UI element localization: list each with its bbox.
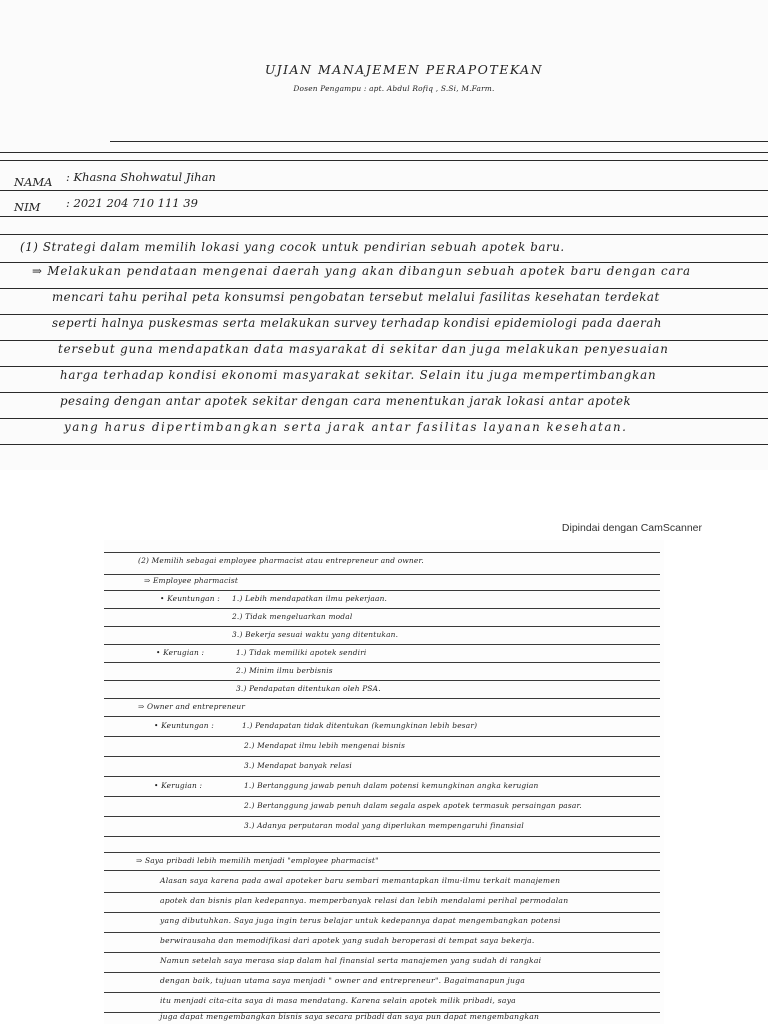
ruled-line bbox=[104, 756, 660, 757]
choice-body-line: dengan baik, tujuan utama saya menjadi " owner and entrepreneur". Bagaimanapun juga bbox=[160, 976, 526, 985]
employee-heading: ⇒ Employee pharmacist bbox=[144, 576, 239, 585]
nim-label: NIM bbox=[14, 200, 41, 214]
ruled-line bbox=[104, 992, 660, 993]
choice-body-line: Alasan saya karena pada awal apoteker baru sembari memantapkan ilmu-ilmu terkait manajemen bbox=[160, 876, 561, 885]
ruled-line bbox=[0, 160, 768, 161]
emp-kerugian-item: 3.) Pendapatan ditentukan oleh PSA. bbox=[236, 684, 381, 693]
choice-body-line: apotek dan bisnis plan kedepannya. memperbanyak relasi dan lebih mendalami perihal permodalan bbox=[160, 896, 569, 905]
ruled-line bbox=[104, 932, 660, 933]
emp-keuntungan-label: • Keuntungan : bbox=[160, 594, 220, 603]
ruled-line bbox=[104, 776, 660, 777]
choice-body-line: yang dibutuhkan. Saya juga ingin terus belajar untuk kedepannya dapat mengembangkan potensi bbox=[160, 916, 561, 925]
ruled-line bbox=[0, 152, 768, 153]
ruled-line bbox=[0, 314, 768, 315]
ruled-line bbox=[0, 340, 768, 341]
answer-1-line: ⇒ Melakukan pendataan mengenai daerah yang akan dibangun sebuah apotek baru dengan cara bbox=[32, 264, 691, 278]
own-kerugian-item: 2.) Bertanggung jawab penuh dalam segala aspek apotek termasuk persaingan pasar. bbox=[244, 801, 582, 810]
ruled-line bbox=[104, 796, 660, 797]
ruled-line bbox=[0, 216, 768, 217]
answer-1-line: harga terhadap kondisi ekonomi masyarakat sekitar. Selain itu juga mempertimbangkan bbox=[60, 368, 657, 382]
ruled-line bbox=[0, 444, 768, 445]
ruled-line bbox=[104, 852, 660, 853]
answer-1-line: yang harus dipertimbangkan serta jarak antar fasilitas layanan kesehatan. bbox=[64, 420, 628, 434]
ruled-line bbox=[104, 912, 660, 913]
ruled-line bbox=[0, 418, 768, 419]
ruled-line bbox=[0, 366, 768, 367]
own-kerugian-item: 3.) Adanya perputaran modal yang diperlukan mempengaruhi finansial bbox=[244, 821, 524, 830]
ruled-line bbox=[104, 590, 660, 591]
choice-heading: ⇒ Saya pribadi lebih memilih menjadi "employee pharmacist" bbox=[136, 856, 379, 865]
answer-1-line: pesaing dengan antar apotek sekitar dengan cara menentukan jarak lokasi antar apotek bbox=[60, 394, 632, 408]
nama-label: NAMA bbox=[14, 175, 53, 189]
own-kerugian-label: • Kerugian : bbox=[154, 781, 203, 790]
answer-1-line: tersebut guna mendapatkan data masyarakat di sekitar dan juga melakukan penyesuaian bbox=[58, 342, 669, 356]
question-2: (2) Memilih sebagai employee pharmacist atau entrepreneur and owner. bbox=[138, 556, 424, 565]
own-keuntungan-item: 1.) Pendapatan tidak ditentukan (kemungkinan lebih besar) bbox=[242, 721, 478, 730]
camscanner-watermark: Dipindai dengan CamScanner bbox=[561, 522, 702, 534]
ruled-line bbox=[104, 836, 660, 837]
emp-kerugian-item: 2.) Minim ilmu berbisnis bbox=[236, 666, 333, 675]
own-kerugian-item: 1.) Bertanggung jawab penuh dalam potensi kemungkinan angka kerugian bbox=[244, 781, 539, 790]
question-1: (1) Strategi dalam memilih lokasi yang cocok untuk pendirian sebuah apotek baru. bbox=[20, 240, 565, 254]
ruled-line bbox=[104, 552, 660, 553]
ruled-line bbox=[104, 952, 660, 953]
nama-value: : Khasna Shohwatul Jihan bbox=[66, 170, 216, 184]
page-2-scan bbox=[104, 540, 664, 1024]
ruled-line bbox=[104, 870, 660, 871]
own-keuntungan-label: • Keuntungan : bbox=[154, 721, 214, 730]
emp-kerugian-item: 1.) Tidak memiliki apotek sendiri bbox=[236, 648, 367, 657]
nim-value: : 2021 204 710 111 39 bbox=[66, 196, 198, 210]
ruled-line bbox=[0, 234, 768, 235]
ruled-line bbox=[0, 190, 768, 191]
exam-title: UJIAN MANAJEMEN PERAPOTEKAN bbox=[264, 62, 544, 77]
choice-body-line: itu menjadi cita-cita saya di masa mendatang. Karena selain apotek milik pribadi, saya bbox=[160, 996, 516, 1005]
emp-kerugian-label: • Kerugian : bbox=[156, 648, 205, 657]
ruled-line bbox=[0, 288, 768, 289]
ruled-line bbox=[104, 680, 660, 681]
ruled-line bbox=[104, 698, 660, 699]
answer-1-line: seperti halnya puskesmas serta melakukan survey terhadap kondisi epidemiologi pada daerah bbox=[52, 316, 662, 330]
ruled-line bbox=[104, 716, 660, 717]
ruled-line bbox=[104, 736, 660, 737]
ruled-line bbox=[110, 141, 768, 142]
choice-body-line: Namun setelah saya merasa siap dalam hal finansial serta manajemen yang sudah di rangkai bbox=[160, 956, 542, 965]
ruled-line bbox=[104, 574, 660, 575]
lecturer-line: Dosen Pengampu : apt. Abdul Rofiq , S.Si, M.Farm. bbox=[293, 84, 495, 93]
answer-1-line: mencari tahu perihal peta konsumsi pengobatan tersebut melalui fasilitas kesehatan terdekat bbox=[52, 290, 660, 304]
ruled-line bbox=[104, 892, 660, 893]
ruled-line bbox=[104, 816, 660, 817]
ruled-line bbox=[104, 626, 660, 627]
choice-body-line: berwirausaha dan memodifikasi dari apotek yang sudah beroperasi di tempat saya bekerja. bbox=[160, 936, 535, 945]
choice-body-line: juga dapat mengembangkan bisnis saya secara pribadi dan saya pun dapat mengembangkan bbox=[160, 1012, 540, 1021]
ruled-line bbox=[104, 662, 660, 663]
ruled-line bbox=[104, 972, 660, 973]
own-keuntungan-item: 3.) Mendapat banyak relasi bbox=[244, 761, 352, 770]
own-keuntungan-item: 2.) Mendapat ilmu lebih mengenai bisnis bbox=[244, 741, 406, 750]
ruled-line bbox=[104, 608, 660, 609]
ruled-line bbox=[0, 262, 768, 263]
emp-keuntungan-item: 3.) Bekerja sesuai waktu yang ditentukan. bbox=[232, 630, 399, 639]
ruled-line bbox=[104, 644, 660, 645]
owner-heading: ⇒ Owner and entrepreneur bbox=[138, 702, 246, 711]
page-1-scan bbox=[0, 0, 768, 470]
emp-keuntungan-item: 2.) Tidak mengeluarkan modal bbox=[232, 612, 353, 621]
emp-keuntungan-item: 1.) Lebih mendapatkan ilmu pekerjaan. bbox=[232, 594, 388, 603]
ruled-line bbox=[0, 392, 768, 393]
